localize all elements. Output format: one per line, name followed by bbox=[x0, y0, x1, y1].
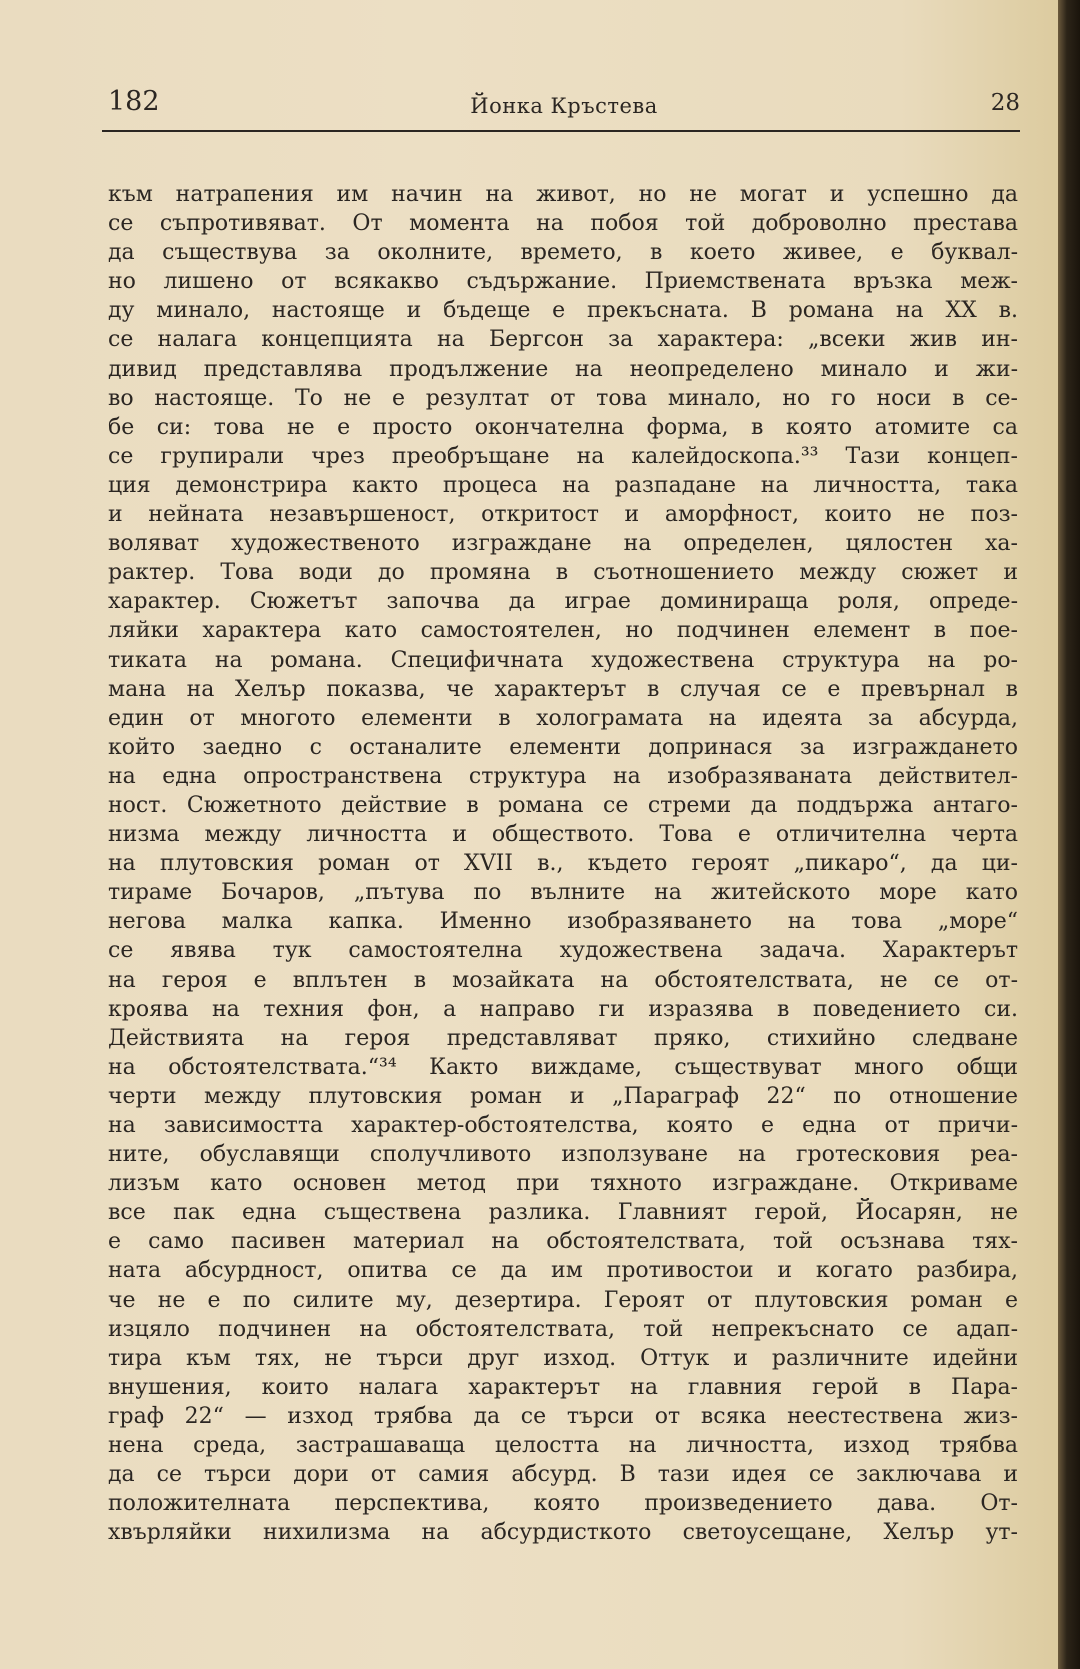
text-line: тира към тях, не търси друг изход. Оттук и различните идейни bbox=[108, 1345, 1018, 1371]
text-line: е само пасивен материал на обстоятелствата, той осъзнава тях- bbox=[108, 1229, 1018, 1255]
text-line: се явява тук самостоятелна художествена задача. Характерът bbox=[108, 938, 1018, 964]
text-line: низма между личността и обществото. Това е отличителна черта bbox=[108, 822, 1018, 848]
text-line: нена среда, застрашаваща целостта на личността, изход трябва bbox=[108, 1433, 1018, 1459]
text-line: който заедно с останалите елементи допринася за изграждането bbox=[108, 734, 1018, 760]
text-line: ляйки характера като самостоятелен, но подчинен елемент в пое- bbox=[108, 618, 1018, 644]
page-number: 182 bbox=[108, 86, 160, 117]
text-line: ция демонстрира както процеса на разпадане на личността, така bbox=[108, 472, 1018, 498]
text-line: тираме Бочаров, „пътува по вълните на житейското море като bbox=[108, 880, 1018, 906]
text-line: да съществува за околните, времето, в което живее, е буквал- bbox=[108, 240, 1018, 266]
text-line: лизъм като основен метод при тяхното изграждане. Откриваме bbox=[108, 1171, 1018, 1197]
text-line: ду минало, настояще и бъдеще е прекъсната. В романа на XX в. bbox=[108, 298, 1018, 324]
text-line: се налага концепцията на Бергсон за характера: „всеки жив ин- bbox=[108, 327, 1018, 353]
text-line: кроява на техния фон, а направо ги изразява в поведението си. bbox=[108, 996, 1018, 1022]
text-line: но лишено от всякакво съдържание. Приемствената връзка меж- bbox=[108, 269, 1018, 295]
text-line: положителната перспектива, която произведението дава. От- bbox=[108, 1491, 1018, 1517]
text-line: тиката на романа. Специфичната художествена структура на ро- bbox=[108, 647, 1018, 673]
text-line: на зависимостта характер-обстоятелства, която е една от причи- bbox=[108, 1113, 1018, 1138]
text-line: ност. Сюжетното действие в романа се стреми да поддържа антаго- bbox=[108, 792, 1018, 818]
text-line: се съпротивяват. От момента на побоя той доброволно престава bbox=[108, 211, 1018, 237]
text-line: внушения, които налага характерът на главния герой в Пара- bbox=[108, 1374, 1018, 1400]
text-line: и нейната незавършеност, откритост и аморфност, които не поз- bbox=[108, 502, 1018, 528]
header-rule bbox=[102, 130, 1020, 132]
running-head: Йонка Кръстева bbox=[470, 94, 658, 118]
text-line: воляват художественото изграждане на определен, цялостен ха- bbox=[108, 531, 1018, 557]
text-line: към натрапения им начин на живот, но не могат и успешно да bbox=[108, 182, 1018, 207]
body-text bbox=[108, 180, 1018, 1547]
text-line: черти между плутовския роман и „Параграф 22“ по отношение bbox=[108, 1083, 1018, 1109]
text-line: ните, обуславящи сполучливото използуване на гротесковия реа- bbox=[108, 1142, 1018, 1168]
text-line: характер. Сюжетът започва да играе доминираща роля, опреде- bbox=[108, 589, 1018, 615]
text-line: мана на Хелър показва, че характерът в случая се е превърнал в bbox=[108, 676, 1018, 702]
text-line: Действията на героя представляват пряко, стихийно следване bbox=[108, 1025, 1018, 1051]
text-line: на една опространствена структура на изобразяваната действител- bbox=[108, 763, 1018, 789]
text-line: на обстоятелствата.“³⁴ Както виждаме, съществуват много общи bbox=[108, 1054, 1018, 1080]
text-line: негова малка капка. Именно изобразяването на това „море“ bbox=[108, 909, 1018, 935]
text-line: рактер. Това води до промяна в съотношението между сюжет и bbox=[108, 560, 1018, 586]
text-line: во настояще. То не е резултат от това минало, но го носи в се- bbox=[108, 385, 1018, 411]
text-line: изцяло подчинен на обстоятелствата, той непрекъснато се адап- bbox=[108, 1316, 1018, 1342]
text-line: ната абсурдност, опитва се да им противостои и когато разбира, bbox=[108, 1258, 1018, 1284]
text-line: че не е по силите му, дезертира. Героят от плутовския роман е bbox=[108, 1287, 1018, 1313]
text-line: да се търси дори от самия абсурд. В тази идея се заключава и bbox=[108, 1462, 1018, 1488]
text-line: на героя е вплътен в мозайката на обстоятелствата, не се от- bbox=[108, 967, 1018, 993]
text-line: един от многото елементи в холограмата на идеята за абсурда, bbox=[108, 705, 1018, 731]
text-line: се групирали чрез преобръщане на калейдоскопа.³³ Тази концеп- bbox=[108, 443, 1018, 469]
text-line: дивид представлява продължение на неопределено минало и жи- bbox=[108, 356, 1018, 382]
book-binding-edge bbox=[1058, 0, 1080, 1669]
text-line: все пак една съществена разлика. Главният герой, Йосарян, не bbox=[108, 1200, 1018, 1226]
text-line: хвърляйки нихилизма на абсурдисткото светоусещане, Хелър ут- bbox=[108, 1520, 1018, 1546]
text-line: граф 22“ — изход трябва да се търси от всяка неестествена жиз- bbox=[108, 1403, 1018, 1429]
text-line: бе си: това не е просто окончателна форма, в която атомите са bbox=[108, 414, 1018, 440]
text-line: на плутовския роман от XVII в., където героят „пикаро“, да ци- bbox=[108, 851, 1018, 877]
signature-mark: 28 bbox=[990, 90, 1020, 116]
page-header bbox=[108, 86, 1020, 126]
